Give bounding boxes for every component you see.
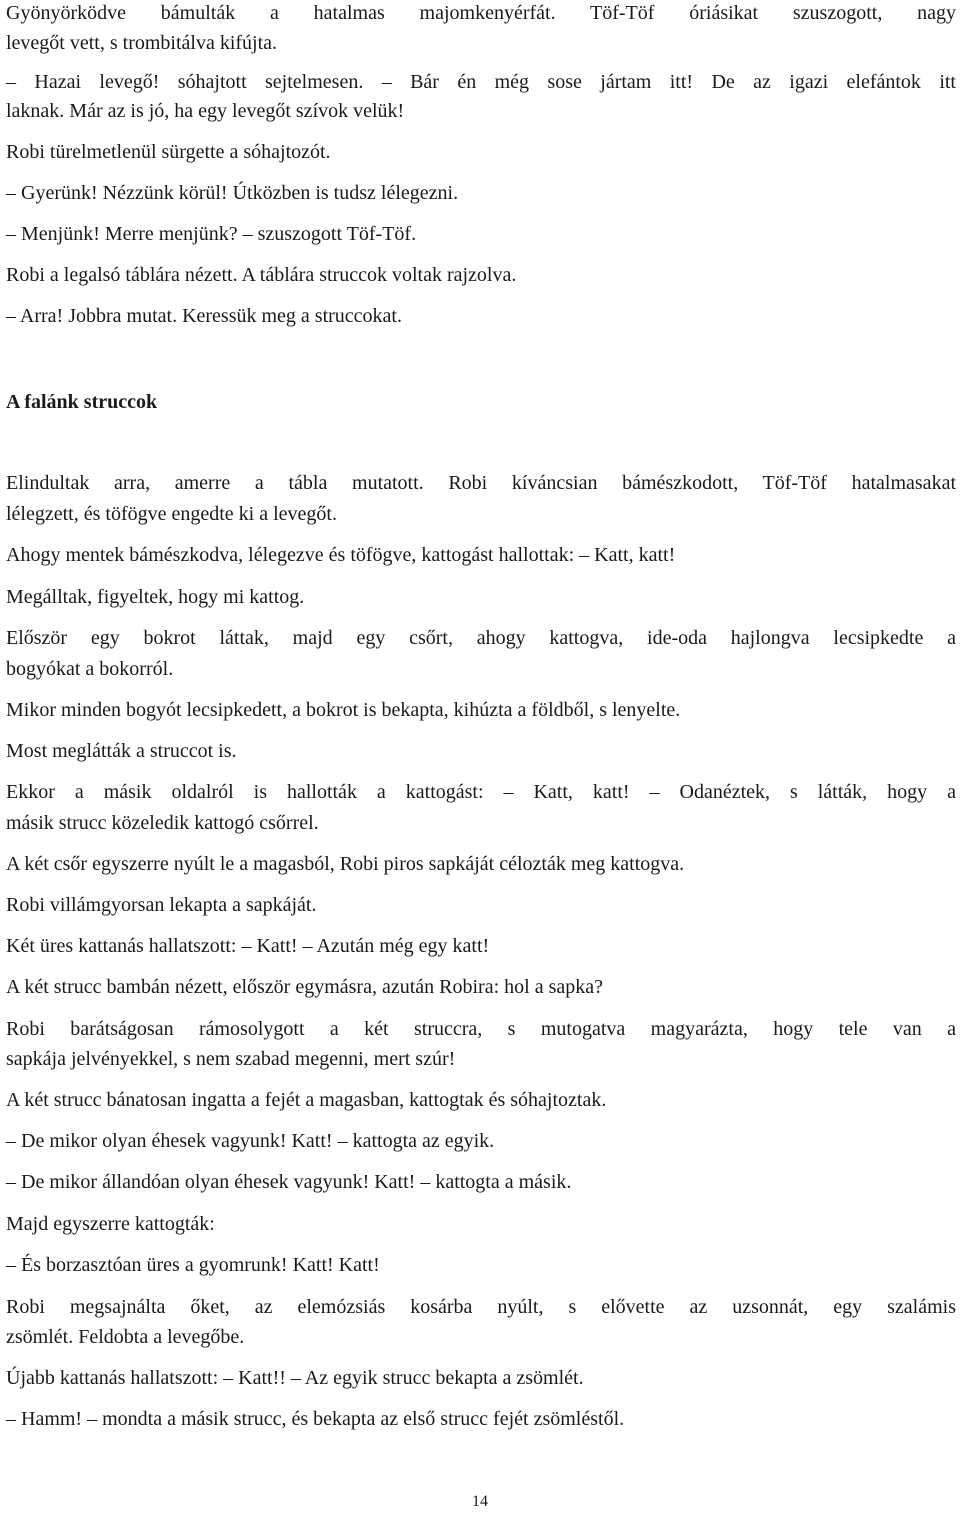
paragraph-line: Ekkor a másik oldalról is hallották a kattogást: – Katt, katt! – Odanéztek, s látták, hogy a <box>6 781 956 803</box>
paragraph: A két strucc bánatosan ingatta a fejét a magasban, kattogtak és sóhajtoztak. <box>6 1089 607 1111</box>
paragraph: Robi türelmetlenül sürgette a sóhajtozót. <box>6 141 331 163</box>
paragraph-line: Először egy bokrot láttak, majd egy csőrt, ahogy kattogva, ide-oda hajlongva lecsipkedte a <box>6 627 956 649</box>
paragraph: – Menjünk! Merre menjünk? – szuszogott Töf-Töf. <box>6 223 417 245</box>
paragraph: Robi villámgyorsan lekapta a sapkáját. <box>6 894 317 916</box>
paragraph-line: zsömlét. Feldobta a levegőbe. <box>6 1326 245 1348</box>
paragraph: Két üres kattanás hallatszott: – Katt! – Azután még egy katt! <box>6 935 490 957</box>
paragraph-line: sapkája jelvényekkel, s nem szabad megenni, mert szúr! <box>6 1048 456 1070</box>
paragraph-line: Gyönyörködve bámulták a hatalmas majomkenyérfát. Töf-Töf óriásikat szuszogott, nagy <box>6 2 956 24</box>
paragraph: – Gyerünk! Nézzünk körül! Útközben is tudsz lélegezni. <box>6 182 459 204</box>
paragraph-line: másik strucc közeledik kattogó csőrrel. <box>6 812 319 834</box>
paragraph: Megálltak, figyeltek, hogy mi kattog. <box>6 586 305 608</box>
paragraph-line: laknak. Már az is jó, ha egy levegőt szívok velük! <box>6 100 405 122</box>
paragraph-line: lélegzett, és töfögve engedte ki a levegőt. <box>6 503 337 525</box>
paragraph-line: – Hazai levegő! sóhajtott sejtelmesen. – Bár én még sose jártam itt! De az igazi elefántok itt <box>6 71 956 93</box>
paragraph: Robi a legalsó táblára nézett. A táblára struccok voltak rajzolva. <box>6 264 517 286</box>
paragraph-line: levegőt vett, s trombitálva kifújta. <box>6 32 278 54</box>
paragraph-line: Elindultak arra, amerre a tábla mutatott. Robi kíváncsian bámészkodott, Töf-Töf hatalmasakat <box>6 472 956 494</box>
paragraph: A két strucc bambán nézett, először egymásra, azután Robira: hol a sapka? <box>6 976 603 998</box>
page-number: 14 <box>472 1493 488 1510</box>
paragraph: – Hamm! – mondta a másik strucc, és bekapta az első strucc fejét zsömléstől. <box>6 1408 625 1430</box>
paragraph-line: Robi megsajnálta őket, az elemózsiás kosárba nyúlt, s elővette az uzsonnát, egy szalámis <box>6 1296 956 1318</box>
paragraph: – De mikor olyan éhesek vagyunk! Katt! – kattogta az egyik. <box>6 1130 495 1152</box>
paragraph: – Arra! Jobbra mutat. Keressük meg a struccokat. <box>6 305 402 327</box>
paragraph: – És borzasztóan üres a gyomrunk! Katt! Katt! <box>6 1254 380 1276</box>
paragraph: – De mikor állandóan olyan éhesek vagyunk! Katt! – kattogta a másik. <box>6 1171 572 1193</box>
paragraph-line: bogyókat a bokorról. <box>6 658 174 680</box>
paragraph: Újabb kattanás hallatszott: – Katt!! – Az egyik strucc bekapta a zsömlét. <box>6 1367 584 1389</box>
paragraph: A két csőr egyszerre nyúlt le a magasból, Robi piros sapkáját célozták meg kattogva. <box>6 853 685 875</box>
paragraph: Ahogy mentek bámészkodva, lélegezve és töfögve, kattogást hallottak: – Katt, katt! <box>6 544 676 566</box>
paragraph-line: Robi barátságosan rámosolygott a két struccra, s mutogatva magyarázta, hogy tele van a <box>6 1018 956 1040</box>
paragraph: Majd egyszerre kattogták: <box>6 1213 215 1235</box>
paragraph: Mikor minden bogyót lecsipkedett, a bokrot is bekapta, kihúzta a földből, s lenyelte. <box>6 699 681 721</box>
paragraph: Most meglátták a struccot is. <box>6 740 237 762</box>
section-title: A falánk struccok <box>6 391 158 413</box>
